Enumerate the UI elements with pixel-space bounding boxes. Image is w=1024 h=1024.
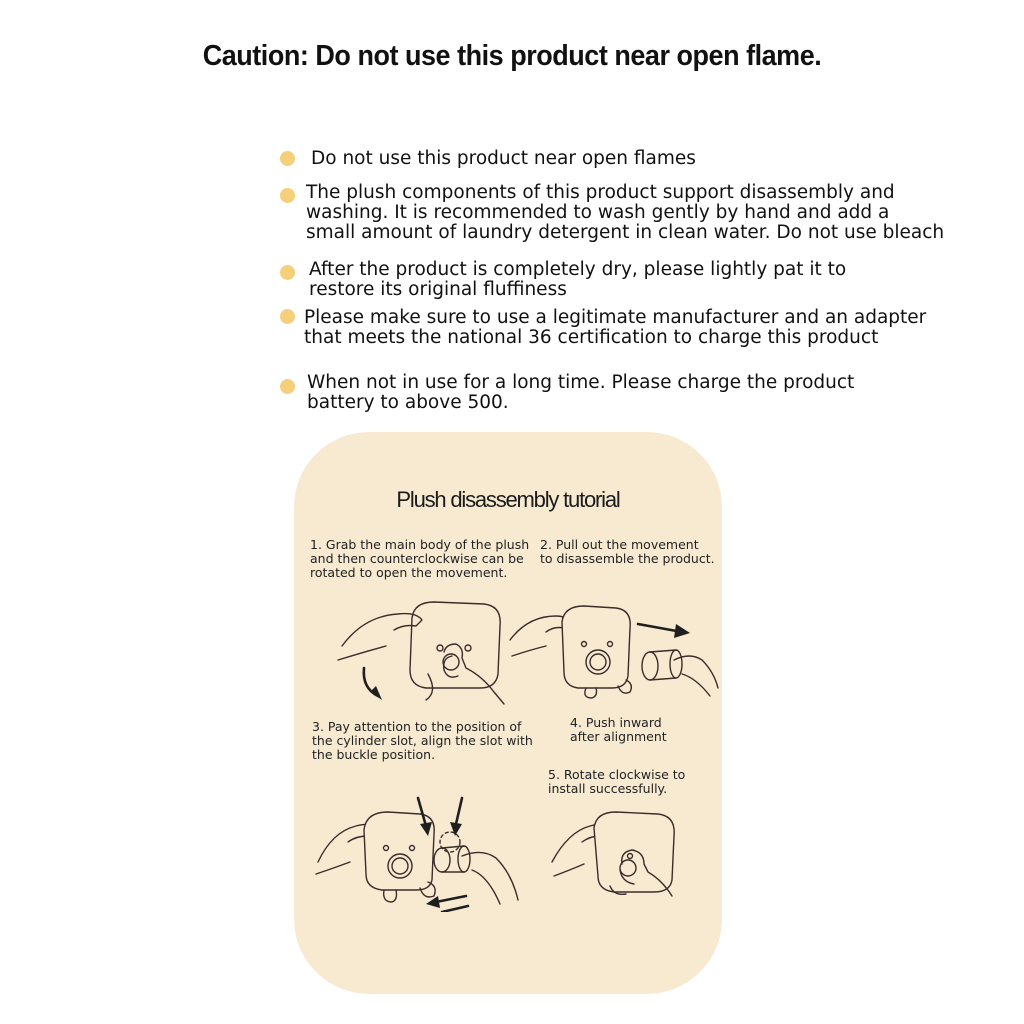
rotate-clockwise-install-icon — [548, 806, 694, 902]
hands-rotate-counterclockwise-icon — [334, 596, 524, 706]
step-5-text: 5. Rotate clockwise to install successfully. — [548, 767, 686, 796]
bullet-dot-icon — [280, 151, 295, 166]
step-4-text: 4. Push inward after alignment — [570, 715, 667, 744]
caution-title: Caution: Do not use this product near open flame. — [202, 40, 822, 72]
align-slot-push-icon — [312, 792, 524, 912]
bullet-dot-icon — [280, 265, 295, 280]
list-item-text: Do not use this product near open flames — [311, 148, 696, 169]
disassembly-tutorial-card — [294, 432, 722, 994]
bullet-dot-icon — [280, 188, 295, 203]
list-item-text: Please make sure to use a legitimate manufacturer and an adapter that meets the national 36 certification to charge this product — [304, 307, 927, 348]
pull-out-movement-icon — [506, 600, 722, 700]
tutorial-title: Plush disassembly tutorial — [396, 487, 620, 512]
list-item-text: When not in use for a long time. Please charge the product battery to above 500. — [307, 372, 855, 413]
list-item-text: The plush components of this product support disassembly and washing. It is recommended to wash gently by hand and add a small amount of laundry detergent in clean water. Do not use bleach — [306, 182, 945, 243]
step-1-text: 1. Grab the main body of the plush and then counterclockwise can be rotated to open the movement. — [310, 537, 530, 580]
list-item-text: After the product is completely dry, please lightly pat it to restore its original fluffiness — [309, 259, 847, 300]
bullet-dot-icon — [280, 309, 295, 324]
step-3-text: 3. Pay attention to the position of the cylinder slot, align the slot with the buckle position. — [312, 719, 533, 762]
bullet-dot-icon — [280, 379, 295, 394]
step-2-text: 2. Pull out the movement to disassemble the product. — [540, 537, 715, 566]
